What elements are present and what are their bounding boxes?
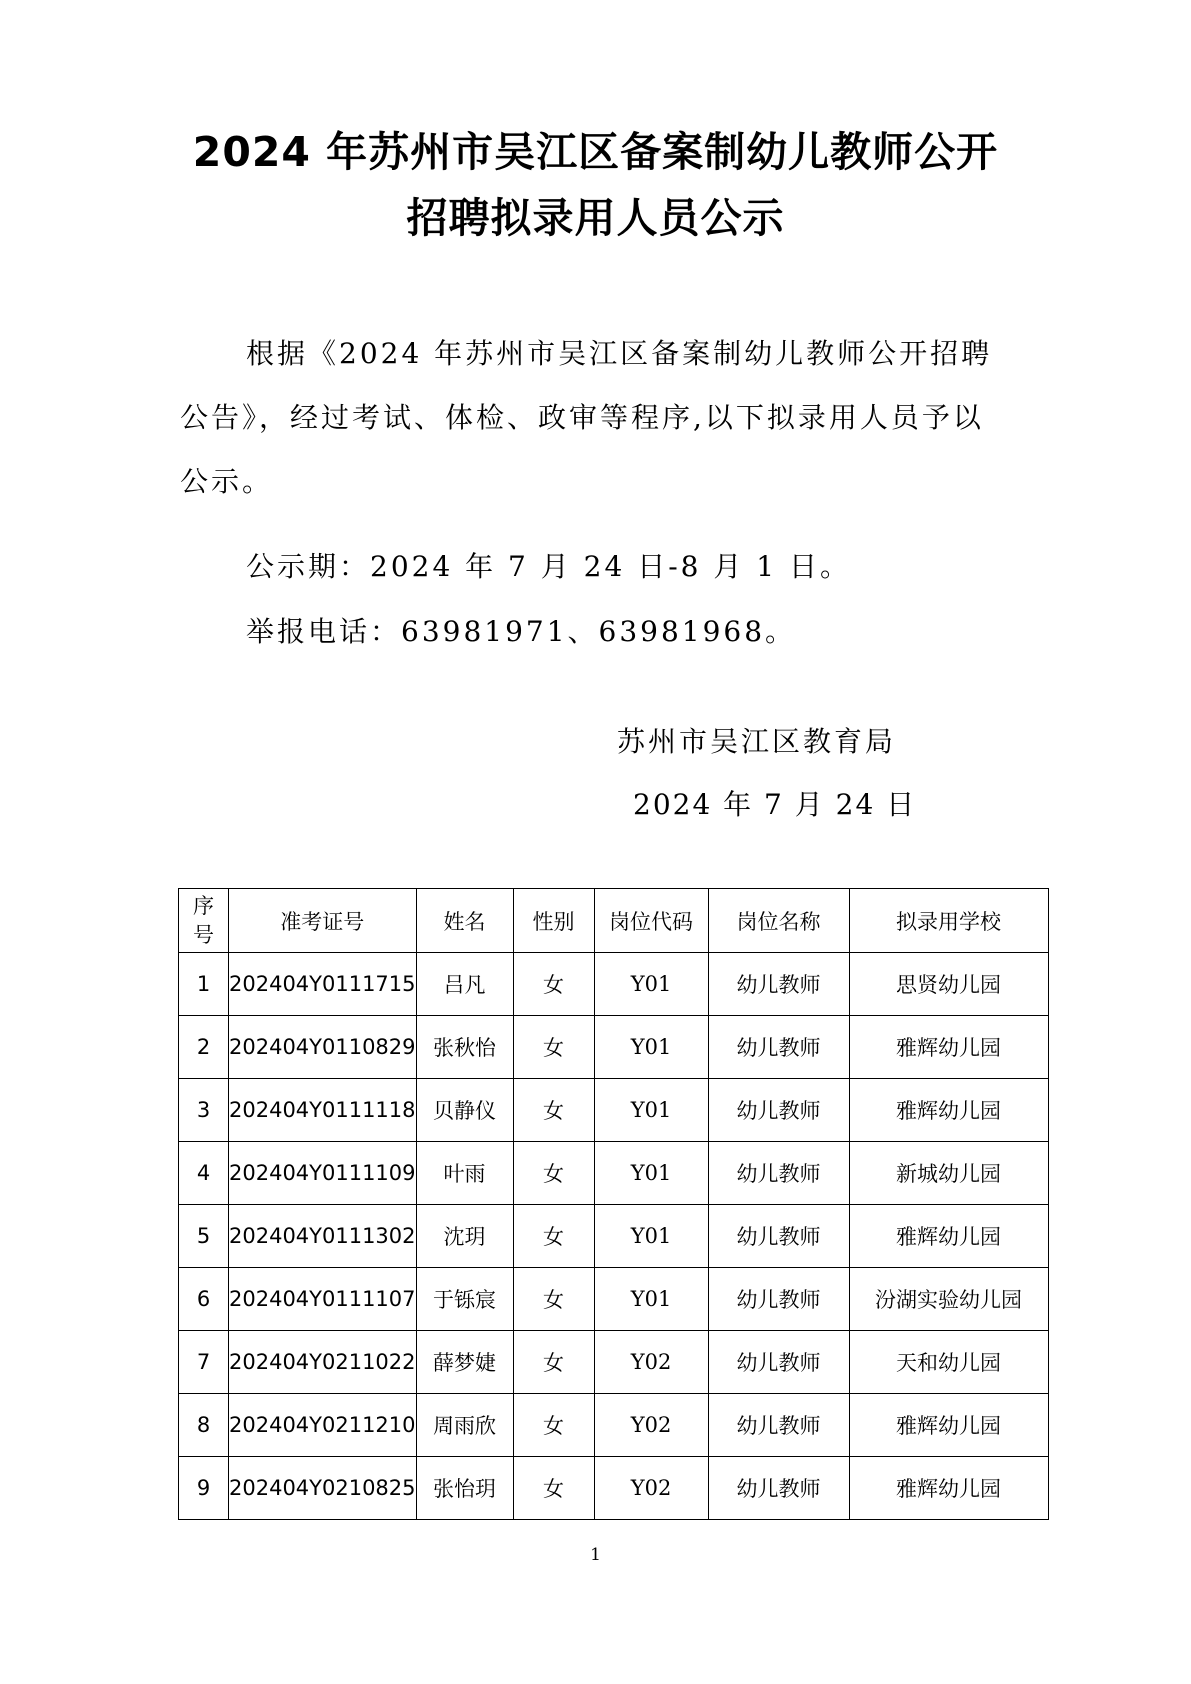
cell-gender: 女 [513, 1205, 594, 1268]
table-row [179, 1142, 1049, 1205]
cell-post-code: Y02 [594, 1394, 708, 1457]
issuing-organization: 苏州市吴江区教育局 [617, 725, 897, 758]
table-row [179, 1268, 1049, 1331]
cell-gender: 女 [513, 1394, 594, 1457]
cell-seq: 7 [179, 1331, 229, 1394]
cell-exam-no: 202404Y0111109 [229, 1142, 417, 1205]
cell-seq: 8 [179, 1394, 229, 1457]
cell-name: 叶雨 [416, 1142, 513, 1205]
cell-exam-no: 202404Y0111107 [229, 1268, 417, 1331]
cell-gender: 女 [513, 1268, 594, 1331]
cell-exam-no: 202404Y0111715 [229, 953, 417, 1016]
cell-name: 沈玥 [416, 1205, 513, 1268]
cell-seq: 5 [179, 1205, 229, 1268]
cell-name: 张秋怡 [416, 1016, 513, 1079]
cell-school: 思贤幼儿园 [849, 953, 1048, 1016]
header-exam-no: 准考证号 [229, 889, 417, 953]
cell-post-code: Y01 [594, 1079, 708, 1142]
table-row [179, 1394, 1049, 1457]
cell-post-name: 幼儿教师 [708, 1268, 849, 1331]
cell-gender: 女 [513, 1016, 594, 1079]
header-seq-line-2: 号 [193, 922, 214, 947]
document-title-line-2: 招聘拟录用人员公示 [406, 194, 785, 242]
cell-exam-no: 202404Y0110829 [229, 1016, 417, 1079]
cell-exam-no: 202404Y0111118 [229, 1079, 417, 1142]
table-row [179, 1016, 1049, 1079]
cell-name: 薛梦婕 [416, 1331, 513, 1394]
cell-seq: 6 [179, 1268, 229, 1331]
cell-post-name: 幼儿教师 [708, 1394, 849, 1457]
candidate-table [178, 888, 1049, 1520]
cell-school: 雅辉幼儿园 [849, 1205, 1048, 1268]
cell-post-code: Y02 [594, 1457, 708, 1520]
table-header-row [179, 889, 1049, 953]
cell-seq: 1 [179, 953, 229, 1016]
cell-school: 天和幼儿园 [849, 1331, 1048, 1394]
cell-exam-no: 202404Y0111302 [229, 1205, 417, 1268]
cell-post-code: Y01 [594, 1142, 708, 1205]
cell-post-code: Y01 [594, 1205, 708, 1268]
cell-post-name: 幼儿教师 [708, 1457, 849, 1520]
header-post-code: 岗位代码 [594, 889, 708, 953]
cell-post-code: Y02 [594, 1331, 708, 1394]
header-post-name: 岗位名称 [708, 889, 849, 953]
cell-school: 雅辉幼儿园 [849, 1016, 1048, 1079]
table-row [179, 953, 1049, 1016]
cell-post-code: Y01 [594, 1016, 708, 1079]
cell-post-name: 幼儿教师 [708, 1331, 849, 1394]
cell-school: 新城幼儿园 [849, 1142, 1048, 1205]
cell-exam-no: 202404Y0210825 [229, 1457, 417, 1520]
header-name: 姓名 [416, 889, 513, 953]
cell-gender: 女 [513, 1142, 594, 1205]
cell-exam-no: 202404Y0211210 [229, 1394, 417, 1457]
table-row [179, 1079, 1049, 1142]
cell-post-name: 幼儿教师 [708, 1205, 849, 1268]
cell-name: 周雨欣 [416, 1394, 513, 1457]
cell-post-name: 幼儿教师 [708, 953, 849, 1016]
table-row [179, 1331, 1049, 1394]
header-seq [179, 889, 229, 953]
notice-period: 公示期：2024 年 7 月 24 日-8 月 1 日。 [246, 550, 851, 583]
cell-school: 雅辉幼儿园 [849, 1457, 1048, 1520]
cell-post-name: 幼儿教师 [708, 1079, 849, 1142]
cell-name: 吕凡 [416, 953, 513, 1016]
cell-school: 雅辉幼儿园 [849, 1394, 1048, 1457]
cell-post-code: Y01 [594, 1268, 708, 1331]
cell-gender: 女 [513, 1331, 594, 1394]
cell-gender: 女 [513, 1079, 594, 1142]
issue-date: 2024 年 7 月 24 日 [633, 788, 917, 821]
cell-name: 贝静仪 [416, 1079, 513, 1142]
page-number: 1 [590, 1545, 601, 1565]
cell-school: 雅辉幼儿园 [849, 1079, 1048, 1142]
header-school: 拟录用学校 [849, 889, 1048, 953]
cell-school: 汾湖实验幼儿园 [849, 1268, 1048, 1331]
cell-post-name: 幼儿教师 [708, 1016, 849, 1079]
intro-paragraph: 根据《2024 年苏州市吴江区备案制幼儿教师公开招聘公告》，经过考试、体检、政审等程序,以下拟录用人员予以公示。 [180, 337, 993, 498]
cell-seq: 9 [179, 1457, 229, 1520]
cell-seq: 4 [179, 1142, 229, 1205]
cell-gender: 女 [513, 953, 594, 1016]
cell-name: 张怡玥 [416, 1457, 513, 1520]
cell-seq: 3 [179, 1079, 229, 1142]
cell-name: 于铄宸 [416, 1268, 513, 1331]
header-gender: 性别 [513, 889, 594, 953]
document-title-line-1: 2024 年苏州市吴江区备案制幼儿教师公开 [192, 128, 999, 176]
table-row [179, 1205, 1049, 1268]
header-seq-line-1: 序 [193, 893, 214, 918]
cell-gender: 女 [513, 1457, 594, 1520]
report-phone: 举报电话：63981971、63981968。 [246, 615, 797, 648]
cell-seq: 2 [179, 1016, 229, 1079]
cell-exam-no: 202404Y0211022 [229, 1331, 417, 1394]
cell-post-code: Y01 [594, 953, 708, 1016]
cell-post-name: 幼儿教师 [708, 1142, 849, 1205]
table-row [179, 1457, 1049, 1520]
